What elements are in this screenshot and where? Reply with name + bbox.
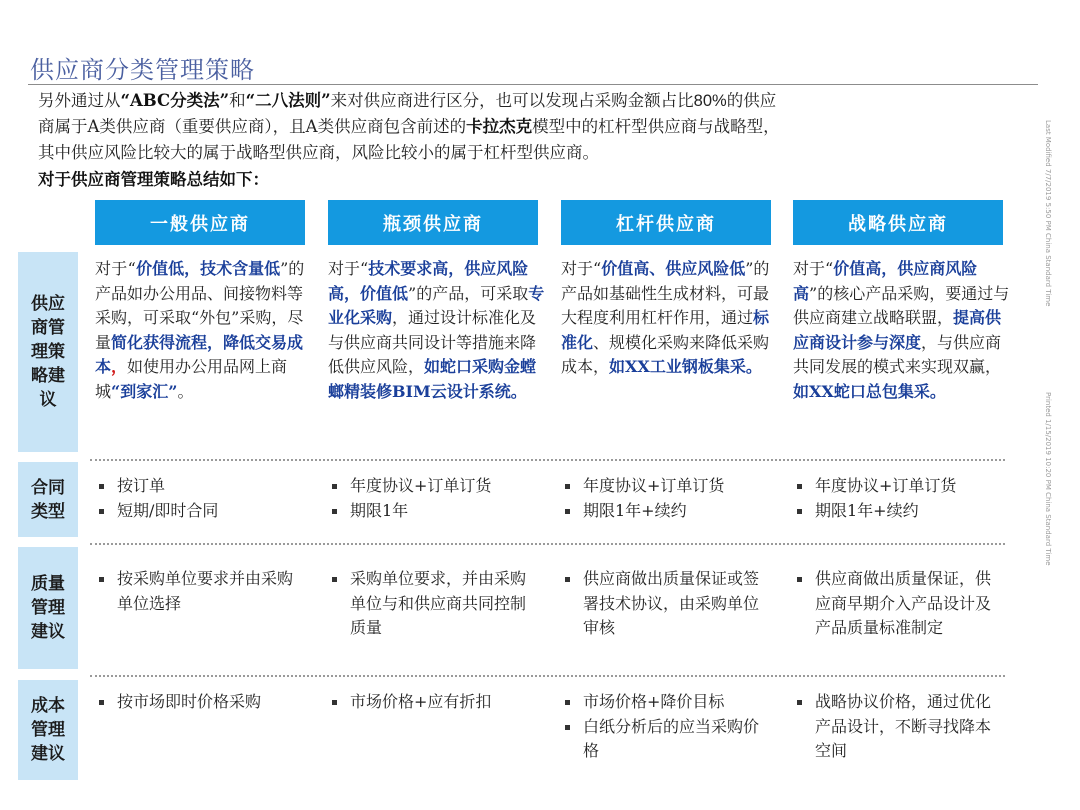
row-label-contract: 合同类型 bbox=[18, 462, 78, 537]
list-item: 按市场即时价格采购 bbox=[95, 690, 295, 715]
contract-cell-general bbox=[95, 474, 313, 523]
intro-text: 另外通过从 bbox=[38, 91, 121, 110]
contract-cell-leverage bbox=[561, 474, 779, 523]
list-item: 采购单位要求，并由采购单位与和供应商共同控制质量 bbox=[328, 567, 528, 641]
intro-text: 模型中的杠杆型供应商与战略型， bbox=[532, 117, 780, 136]
cost-cell-bottleneck bbox=[328, 690, 546, 715]
list-item: 年度协议+订单订货 bbox=[328, 474, 546, 499]
cell-highlight: 如XX蛇口总包集采。 bbox=[793, 381, 946, 401]
cell-highlight: 价值低，技术含量低 bbox=[136, 259, 281, 278]
column-header-bottleneck: 瓶颈供应商 bbox=[328, 200, 538, 245]
column-header-leverage: 杠杆供应商 bbox=[561, 200, 771, 245]
intro-text: 的供应 bbox=[726, 91, 777, 110]
strategy-cell-leverage bbox=[561, 257, 776, 380]
cell-text: 。 bbox=[177, 381, 194, 401]
quality-cell-leverage bbox=[561, 567, 766, 641]
intro-text: 商属于A类供应商（重要供应商），且A类供应商包含前述的 bbox=[38, 117, 467, 136]
cell-text: ”的产品如基础性生成材料，可最大程度利用杠杆作用，通过 bbox=[561, 259, 770, 327]
summary-heading: 对于供应商管理策略总结如下： bbox=[38, 170, 269, 189]
intro-text: 其中供应风险比较大的属于战略型供应商，风险比较小的属于杠杆型供应商。 bbox=[38, 143, 599, 162]
intro-kraljic-term: 卡拉杰克 bbox=[466, 117, 533, 136]
contract-cell-bottleneck bbox=[328, 474, 546, 523]
row-label-strategy: 供应商管理策略建议 bbox=[18, 252, 78, 452]
cell-text: 对于“ bbox=[793, 259, 834, 278]
cell-highlight: 技术要求高，供应风险高，价值低 bbox=[328, 259, 529, 303]
side-note-printed: Printed 1/15/2019 10:20 PM China Standard Time bbox=[1044, 392, 1052, 566]
intro-paragraph bbox=[38, 88, 998, 166]
column-header-strategic: 战略供应商 bbox=[793, 200, 1003, 245]
intro-8020-term: “二八法则” bbox=[245, 91, 331, 110]
list-item: 市场价格+降价目标 bbox=[561, 690, 766, 715]
quality-cell-general bbox=[95, 567, 295, 616]
cost-cell-strategic bbox=[793, 690, 993, 764]
cost-cell-leverage bbox=[561, 690, 766, 764]
cell-text: ，与供应商共同发展的模式来实现双赢， bbox=[793, 332, 1002, 376]
cell-text: ”的产品，可采取 bbox=[408, 283, 529, 303]
cell-highlight: 专业化采购 bbox=[328, 283, 545, 327]
cost-cell-general bbox=[95, 690, 295, 715]
title-divider bbox=[28, 84, 1038, 85]
cell-text: 对于“ bbox=[561, 259, 602, 278]
list-item: 短期/即时合同 bbox=[95, 499, 313, 524]
list-item: 期限1年+续约 bbox=[561, 499, 779, 524]
cell-text: 如使用办公用品网上商城 bbox=[95, 357, 288, 401]
cell-highlight: 价值高，供应商风险高 bbox=[793, 259, 978, 303]
side-note-modified: Last Modified 7/7/2019 5:50 PM China Standard Time bbox=[1044, 120, 1052, 307]
cell-highlight: 简化获得流程，降低交易成本 bbox=[95, 332, 304, 376]
intro-text: 和 bbox=[229, 91, 246, 110]
cell-highlight: 提高供应商设计参与深度 bbox=[793, 308, 1002, 352]
intro-abc-term: “ABC分类法” bbox=[120, 91, 230, 110]
list-item: 白纸分析后的应当采购价格 bbox=[561, 715, 766, 764]
cell-text: 、规模化采购来降低采购成本， bbox=[561, 332, 770, 376]
intro-percent: 80% bbox=[693, 92, 727, 110]
cell-text: 对于“ bbox=[328, 259, 369, 278]
quality-cell-strategic bbox=[793, 567, 998, 641]
list-item: 年度协议+订单订货 bbox=[793, 474, 1011, 499]
cell-highlight: 价值高、供应风险低 bbox=[601, 259, 746, 278]
list-item: 按订单 bbox=[95, 474, 313, 499]
list-item: 年度协议+订单订货 bbox=[561, 474, 779, 499]
quality-cell-bottleneck bbox=[328, 567, 528, 641]
cell-highlight: 标准化 bbox=[561, 308, 770, 352]
strategy-cell-bottleneck bbox=[328, 257, 546, 404]
row-label-quality: 质量管理建议 bbox=[18, 547, 78, 669]
cell-text: ”的核心产品采购，要通过与供应商建立战略联盟， bbox=[793, 283, 1010, 327]
row-divider bbox=[90, 543, 1005, 545]
list-item: 供应商做出质量保证，供应商早期介入产品设计及产品质量标准制定 bbox=[793, 567, 998, 641]
column-header-general: 一般供应商 bbox=[95, 200, 305, 245]
intro-text: 来对供应商进行区分，也可以发现占采购金额占比 bbox=[330, 91, 694, 110]
contract-cell-strategic bbox=[793, 474, 1011, 523]
cell-text: ，通过设计标准化及与供应商共同设计等措施来降低供应风险， bbox=[328, 308, 537, 376]
cell-highlight: 如XX工业钢板集采。 bbox=[609, 357, 762, 376]
strategy-cell-general bbox=[95, 257, 310, 404]
row-divider bbox=[90, 459, 1005, 461]
list-item: 期限1年 bbox=[328, 499, 546, 524]
list-item: 期限1年+续约 bbox=[793, 499, 1011, 524]
page-title: 供应商分类管理策略 bbox=[30, 56, 255, 84]
list-item: 供应商做出质量保证或签署技术协议，由采购单位审核 bbox=[561, 567, 766, 641]
cell-red-comma: ， bbox=[111, 357, 128, 376]
list-item: 战略协议价格，通过优化产品设计，不断寻找降本空间 bbox=[793, 690, 993, 764]
cell-highlight: “到家汇” bbox=[111, 381, 178, 401]
row-divider bbox=[90, 675, 1005, 677]
list-item: 按采购单位要求并由采购单位选择 bbox=[95, 567, 295, 616]
cell-text: ”的产品如办公用品、间接物料等采购，可采取“外包”采购，尽量 bbox=[95, 259, 305, 352]
list-item: 市场价格+应有折扣 bbox=[328, 690, 546, 715]
cell-highlight: 如蛇口采购金螳螂精装修BIM云设计系统。 bbox=[328, 357, 537, 401]
cell-text: 对于“ bbox=[95, 259, 137, 278]
row-label-cost: 成本管理建议 bbox=[18, 680, 78, 780]
strategy-cell-strategic bbox=[793, 257, 1011, 404]
